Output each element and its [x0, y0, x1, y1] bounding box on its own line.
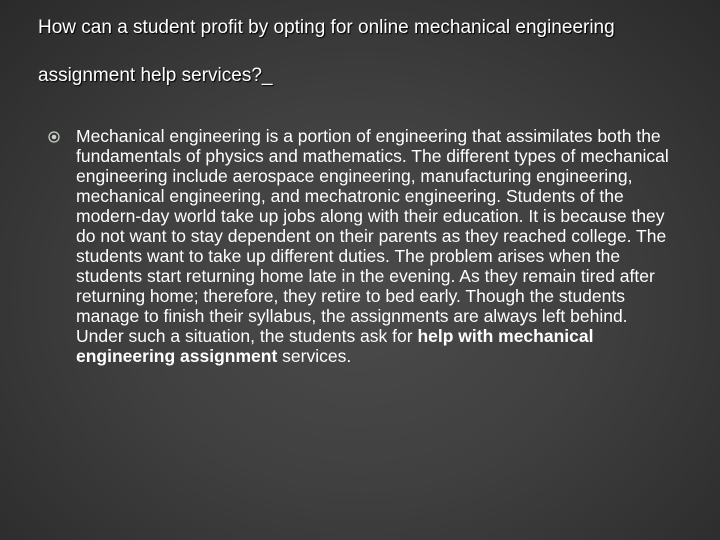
slide-title: How can a student profit by opting for online mechanical engineering assignment help services?_ [38, 17, 615, 86]
paragraph-text: Mechanical engineering is a portion of engineering that assimilates both the fundamentals of physics and mathematics. The different types of mechanical engineering include aerospace engineering, manufacturing engineering, mechanical engineering, and mechatronic engineering. Students of the modern-day world take up jobs along with their education. It is because they do not want to stay dependent on their parents as they reached college. The students want to take up different duties. The problem arises when the students start returning home late in the evening. As they remain tired after returning home; therefore, they retire to bed early. Though the students manage to finish their syllabus, the assignments are always left behind. Under such a situation, the students ask for [76, 126, 669, 346]
bullet-paragraph [76, 126, 680, 366]
circle-dot-icon [48, 130, 60, 142]
paragraph-text-end: services. [277, 346, 352, 366]
paragraph-bold-link-text: help with mechanical engineering assignment [76, 326, 594, 366]
bullet-item [40, 126, 680, 366]
slide-body [40, 126, 680, 366]
